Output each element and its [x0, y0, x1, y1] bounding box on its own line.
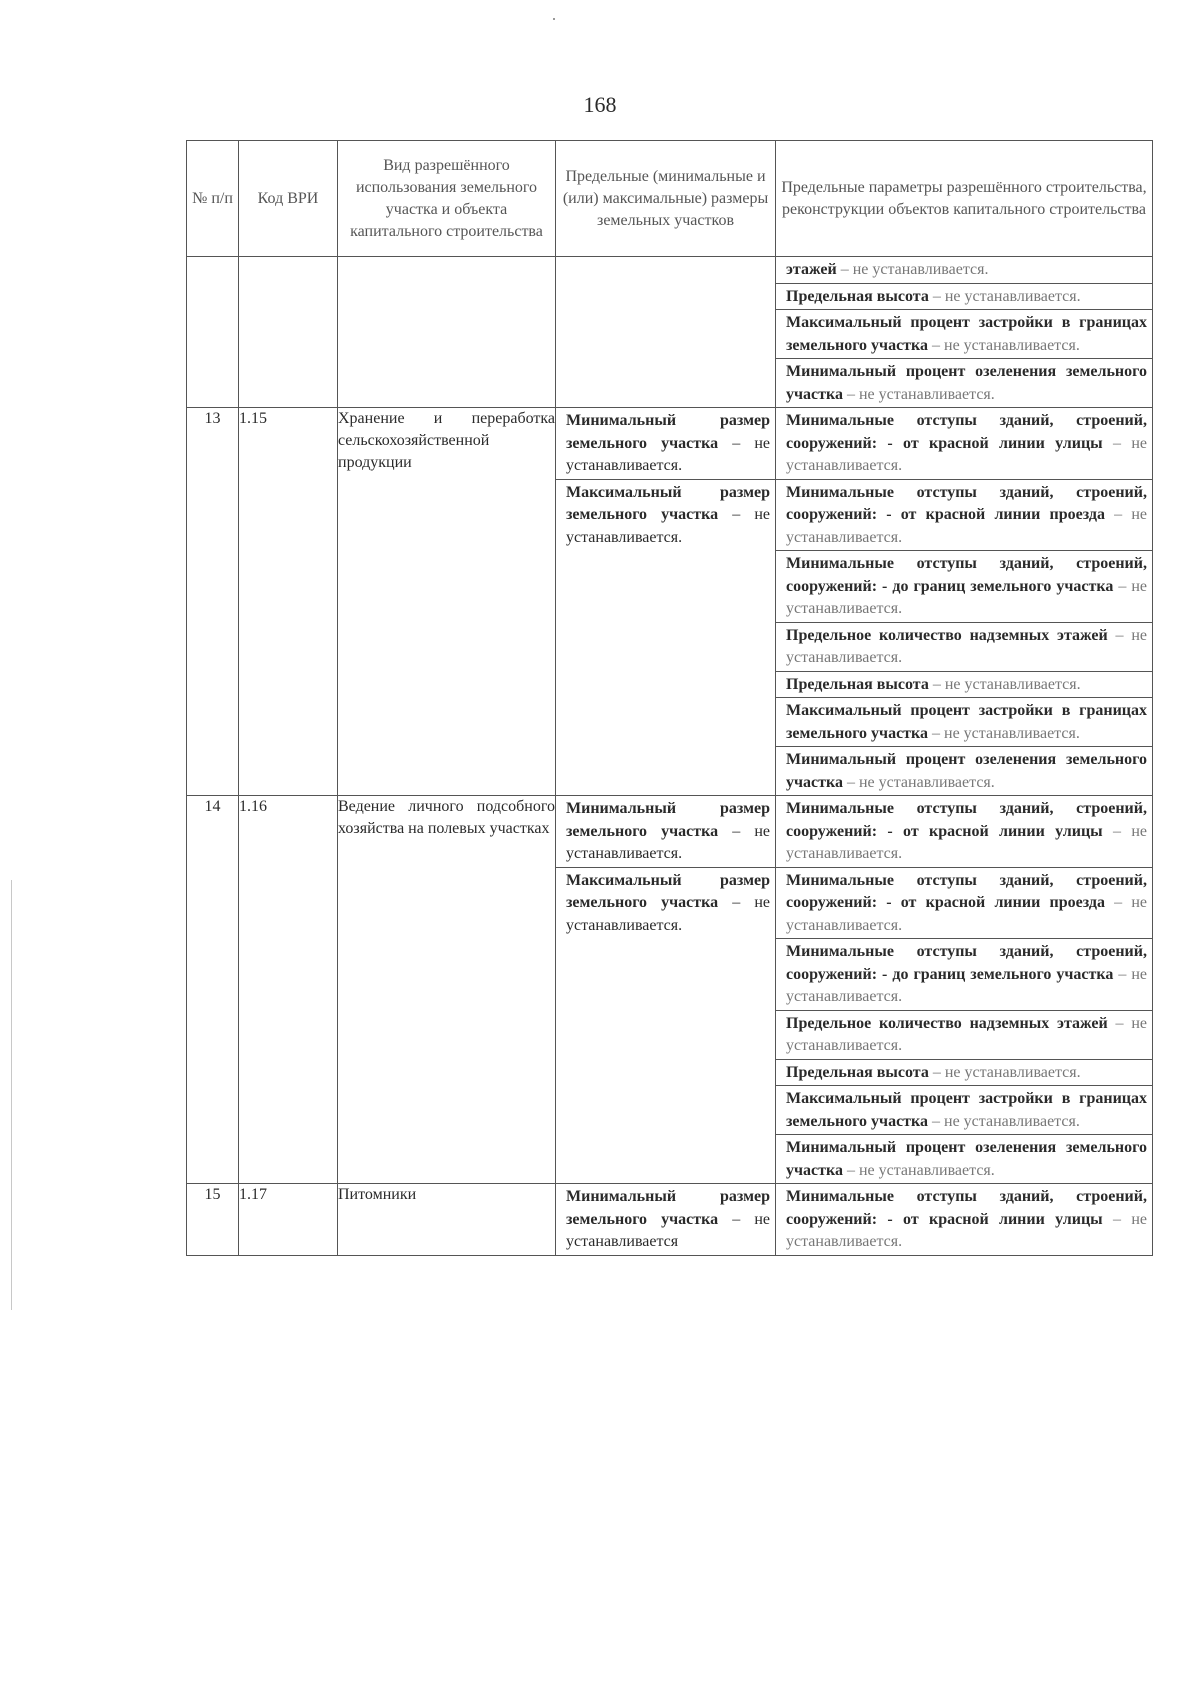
- header-row: [187, 141, 1153, 257]
- params-cell: [776, 257, 1153, 408]
- table-cell: [338, 257, 556, 408]
- param-entry: Минимальные отступы зданий, строений, сооружений: - до границ земельного участка – не устанавливается.: [776, 551, 1152, 623]
- params-cell: [776, 408, 1153, 796]
- params-list: [776, 1184, 1152, 1255]
- param-entry: Минимальный процент озеленения земельного участка – не устанавливается.: [786, 363, 1147, 403]
- sizes-list: [556, 408, 775, 550]
- params-cell: [776, 1184, 1153, 1256]
- size-entry: Минимальный размер земельного участка – не устанавливается.: [556, 796, 775, 867]
- table-cell: [239, 257, 338, 408]
- row-code: 1.16: [239, 796, 338, 1184]
- table-row: [187, 796, 1153, 1184]
- sizes-cell: [556, 1184, 776, 1256]
- row-code: 1.17: [239, 1184, 338, 1256]
- scan-speck: [553, 18, 555, 20]
- row-number: 15: [187, 1184, 239, 1256]
- size-entry: Минимальный размер земельного участка – не устанавливается.: [556, 408, 775, 479]
- size-entry: Максимальный размер земельного участка – не устанавливается.: [566, 483, 770, 546]
- sizes-cell: [556, 796, 776, 1184]
- size-entry: Максимальный размер земельного участка – не устанавливается.: [566, 871, 770, 934]
- param-entry: Минимальные отступы зданий, строений, сооружений: - от красной линии улицы – не устанавливается.: [786, 1188, 1148, 1250]
- scan-margin-line: [11, 880, 12, 1310]
- table-row: [187, 408, 1153, 796]
- continuation-row: [187, 257, 1153, 408]
- params-list: [776, 408, 1152, 795]
- param-entry: Минимальные отступы зданий, строений, сооружений: - от красной линии проезда – не устанавливается.: [776, 479, 1152, 551]
- header-use-type: Вид разрешённого использования земельного участка и объекта капитального строительства: [338, 141, 556, 257]
- row-number: 14: [187, 796, 239, 1184]
- zoning-parameters-table: [186, 140, 1153, 1256]
- param-entry: Минимальный процент озеленения земельного участка – не устанавливается.: [786, 1139, 1147, 1179]
- sizes-cell: [556, 408, 776, 796]
- param-entry: Предельное количество надземных этажей – не устанавливается.: [776, 622, 1152, 671]
- row-code: 1.15: [239, 408, 338, 796]
- header-plot-sizes: Предельные (минимальные и (или) максимальные) размеры земельных участков: [556, 141, 776, 257]
- row-use-name: Хранение и переработка сельскохозяйственной продукции: [338, 408, 556, 796]
- param-entry: Минимальные отступы зданий, строений, сооружений: - от красной линии улицы – не устанавливается.: [776, 408, 1152, 479]
- param-entry: Предельное количество надземных этажей – не устанавливается.: [776, 1010, 1152, 1059]
- header-code: Код ВРИ: [239, 141, 338, 257]
- params-list: [776, 796, 1152, 1183]
- size-entry: Минимальный размер земельного участка – не устанавливается: [566, 1188, 770, 1250]
- param-entry: этажей – не устанавливается.: [776, 257, 1152, 283]
- param-entry: Минимальные отступы зданий, строений, сооружений: - от красной линии улицы – не устанавливается.: [776, 796, 1152, 867]
- params-cell: [776, 796, 1153, 1184]
- param-entry: Максимальный процент застройки в границах земельного участка – не устанавливается.: [776, 1086, 1152, 1135]
- param-entry: Предельная высота – не устанавливается.: [776, 1059, 1152, 1086]
- param-entry: Предельная высота – не устанавливается.: [776, 671, 1152, 698]
- param-entry: Минимальные отступы зданий, строений, сооружений: - от красной линии проезда – не устанавливается.: [776, 867, 1152, 939]
- header-number: № п/п: [187, 141, 239, 257]
- table-body: [187, 257, 1153, 1256]
- row-use-name: Питомники: [338, 1184, 556, 1256]
- param-entry: Предельная высота – не устанавливается.: [776, 283, 1152, 310]
- table-cell: [556, 257, 776, 408]
- header-build-params: Предельные параметры разрешённого строительства, реконструкции объектов капитального строительства: [776, 141, 1153, 257]
- sizes-list: [556, 796, 775, 938]
- table-cell: [187, 257, 239, 408]
- param-entry: Максимальный процент застройки в границах земельного участка – не устанавливается.: [776, 310, 1152, 359]
- row-use-name: Ведение личного подсобного хозяйства на полевых участках: [338, 796, 556, 1184]
- table-row: [187, 1184, 1153, 1256]
- params-list: [776, 257, 1152, 407]
- page-number: 168: [583, 92, 617, 117]
- row-number: 13: [187, 408, 239, 796]
- sizes-list: [556, 1184, 775, 1255]
- param-entry: Минимальный процент озеленения земельного участка – не устанавливается.: [786, 751, 1147, 791]
- param-entry: Минимальные отступы зданий, строений, сооружений: - до границ земельного участка – не устанавливается.: [776, 939, 1152, 1011]
- param-entry: Максимальный процент застройки в границах земельного участка – не устанавливается.: [776, 698, 1152, 747]
